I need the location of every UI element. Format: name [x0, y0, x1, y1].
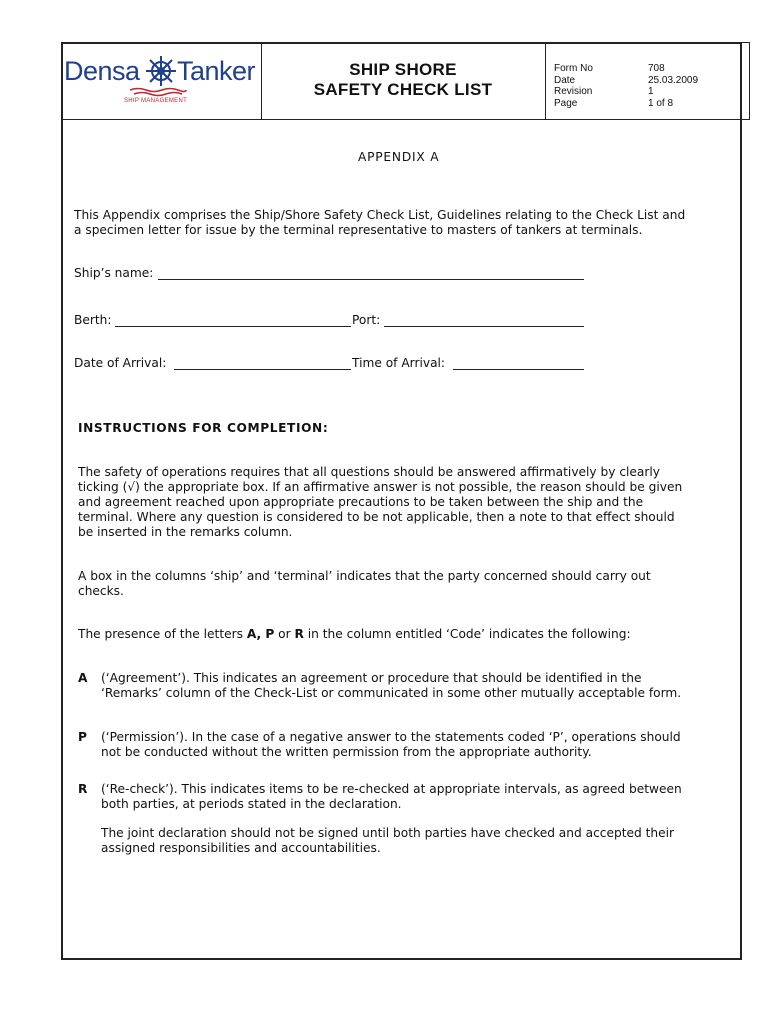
meta-row-page [554, 98, 698, 110]
berth-label: Berth: [74, 313, 112, 327]
text-line: (‘Re-check’). This indicates items to be re-checked at appropriate intervals, as agreed between [101, 782, 682, 796]
meta-value: 1 of 8 [648, 97, 674, 109]
text-line: (‘Agreement’). This indicates an agreement or procedure that should be identified in the [101, 671, 642, 685]
code-a-description [101, 671, 681, 701]
text-line: A box in the columns ‘ship’ and ‘terminal’ indicates that the party concerned should carry out [78, 569, 651, 583]
intro-paragraph [74, 208, 685, 238]
code-letter-r: R [294, 627, 304, 641]
brand-right: Tanker [177, 56, 256, 86]
text-line: both parties, at periods stated in the declaration. [101, 797, 402, 811]
code-p-letter: P [78, 730, 87, 744]
safety-paragraph [78, 465, 682, 540]
code-r-description [101, 782, 682, 812]
form-meta [554, 63, 698, 109]
text-line: not be conducted without the written permission from the appropriate authority. [101, 745, 592, 759]
title-line-1: SHIP SHORE [349, 60, 457, 79]
text-line: This Appendix comprises the Ship/Shore Safety Check List, Guidelines relating to the Check List and [74, 208, 686, 222]
ship-name-label: Ship’s name: [74, 266, 154, 280]
meta-value: 1 [648, 86, 654, 97]
ship-name-field[interactable] [158, 279, 584, 280]
text-span: in the column entitled ‘Code’ indicates the following: [303, 627, 631, 641]
time-of-arrival-label: Time of Arrival: [352, 356, 446, 370]
code-letters: A, P [246, 627, 275, 641]
meta-box-right [749, 42, 750, 119]
instructions-heading: INSTRUCTIONS FOR COMPLETION: [78, 421, 329, 435]
brand-left: Densa [64, 56, 140, 86]
ship-wheel-icon [144, 54, 178, 88]
meta-row-date [554, 75, 698, 87]
text-line: a specimen letter for issue by the terminal representative to masters of tankers at terminals. [74, 223, 643, 237]
title-line-2: SAFETY CHECK LIST [313, 80, 493, 99]
text-line: The safety of operations requires that all questions should be answered affirmatively by clearly [78, 465, 660, 479]
date-of-arrival-label: Date of Arrival: [74, 356, 167, 370]
brand-tagline: SHIP MANAGEMENT [124, 98, 188, 104]
text-line: checks. [78, 584, 124, 598]
code-a-letter: A [78, 671, 88, 685]
appendix-title: APPENDIX A [358, 150, 440, 164]
text-span: or [274, 627, 295, 641]
joint-declaration-paragraph [101, 826, 674, 856]
meta-row-form-no [554, 63, 698, 75]
text-line: ‘Remarks’ column of the Check-List or communicated in some other mutually acceptable form. [101, 686, 682, 700]
port-label: Port: [352, 313, 381, 327]
meta-label: Revision [554, 86, 593, 97]
text-line: The joint declaration should not be signed until both parties have checked and accepted their [101, 826, 675, 840]
code-r-letter: R [78, 782, 88, 796]
text-line: and agreement reached upon appropriate precautions to be taken between the ship and the [78, 495, 644, 509]
text-line: ticking (√) the appropriate box. If an affirmative answer is not possible, the reason should be given [78, 480, 683, 494]
letters-paragraph [78, 627, 631, 642]
company-logo [64, 52, 260, 110]
meta-value: 708 [648, 63, 665, 74]
time-of-arrival-field[interactable] [453, 369, 584, 370]
text-line: terminal. Where any question is considered to be not applicable, then a note to that effect should [78, 510, 675, 524]
box-paragraph [78, 569, 651, 599]
meta-label: Page [554, 97, 578, 109]
meta-label: Date [554, 74, 576, 86]
date-of-arrival-field[interactable] [174, 369, 351, 370]
meta-label: Form No [554, 63, 593, 74]
document-title [262, 60, 544, 100]
berth-field[interactable] [115, 326, 351, 327]
text-line: be inserted in the remarks column. [78, 525, 293, 539]
code-p-description [101, 730, 681, 760]
text-line: assigned responsibilities and accountabilities. [101, 841, 381, 855]
meta-value: 25.03.2009 [648, 74, 699, 86]
meta-box-bottom [742, 119, 750, 120]
meta-row-revision [554, 86, 698, 98]
text-span: The presence of the letters [78, 627, 247, 641]
meta-divider [545, 42, 546, 119]
header-divider [61, 119, 742, 120]
text-line: (‘Permission’). In the case of a negative answer to the statements coded ‘P’, operations should [101, 730, 681, 744]
port-field[interactable] [384, 326, 584, 327]
